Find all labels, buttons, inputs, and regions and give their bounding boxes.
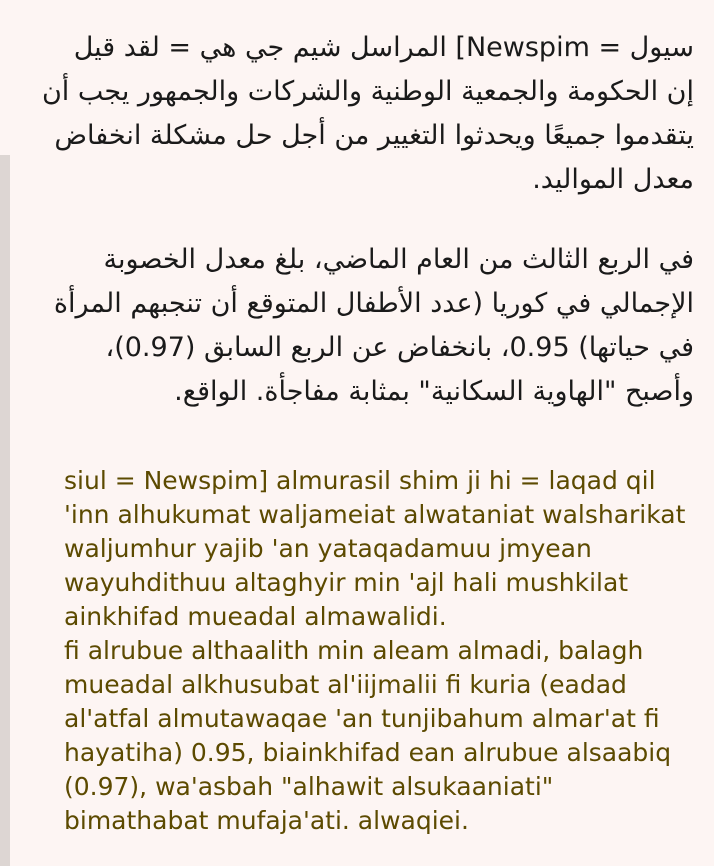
transliteration-text-1: siul = Newspim] almurasil shim ji hi = laqad qil 'inn alhukumat waljameiat alwataniat walsharikat waljumhur yajib 'an yataqadamuu jmyean wayuhdithuu altaghyir min 'ajl hali mushkilat ainkhifad mueadal almawalidi. xyxy=(64,466,686,631)
arabic-paragraph-2 xyxy=(40,238,694,414)
arabic-text-1: سيول = Newspim] المراسل شيم جي هي = لقد قيل إن الحكومة والجمعية الوطنية والشركات والجمهور يجب أن يتقدموا جميعًا ويحدثوا التغيير من أجل حل مشكلة انخفاض معدل المواليد. xyxy=(41,32,694,195)
arabic-paragraph-1 xyxy=(40,26,694,202)
transliteration-text-2: fi alrubue althaalith min aleam almadi, balagh mueadal alkhusubat al'iijmalii fi kuria (eadad al'atfal almutawaqae 'an tunjibahum almar'at fi hayatiha) 0.95, biainkhifad ean alrubue alsaabiq (0.97), wa'asbah "alhawit alsukaaniati" bimathabat mufaja'ati. alwaqiei. xyxy=(64,636,672,835)
arabic-text-2: في الربع الثالث من العام الماضي، بلغ معدل الخصوبة الإجمالي في كوريا (عدد الأطفال المتوقع أن تنجبهم المرأة في حياتها) 0.95، بانخفاض عن الربع السابق (0.97)، وأصبح "الهاوية السكانية" بمثابة مفاجأة. الواقع. xyxy=(53,244,694,407)
transliteration-block xyxy=(64,464,698,838)
left-edge-bar xyxy=(0,155,10,866)
